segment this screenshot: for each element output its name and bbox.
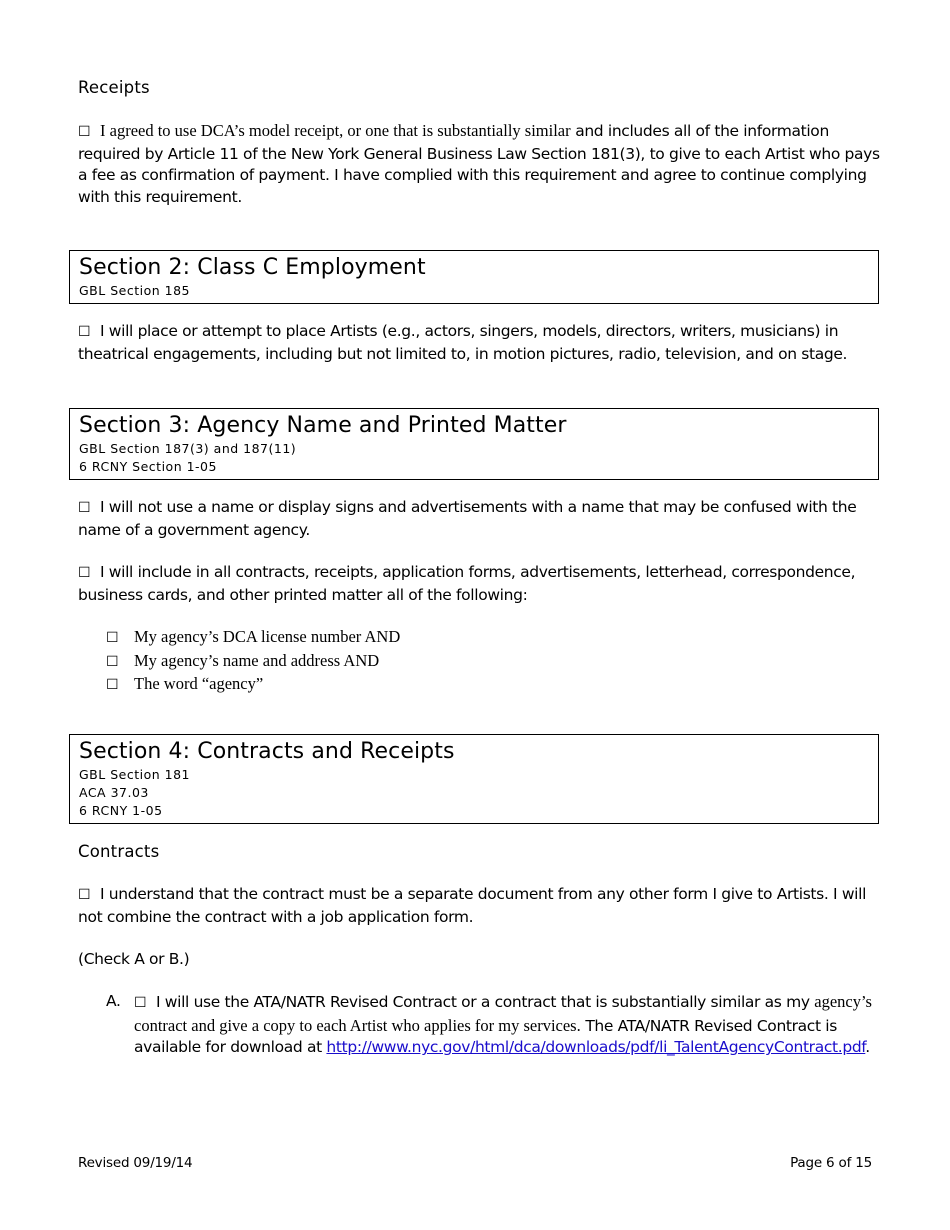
- checkbox-icon[interactable]: ☐: [78, 565, 91, 581]
- checkbox-icon[interactable]: ☐: [106, 630, 119, 646]
- checklist-item: [106, 650, 400, 674]
- checkbox-icon[interactable]: ☐: [134, 995, 147, 1011]
- receipts-statement: [78, 120, 880, 208]
- section-4-header: [69, 734, 879, 824]
- option-a-serif-text: agency’s contract and give a copy to each Artist who applies for my services.: [134, 992, 872, 1035]
- receipts-heading: Receipts: [78, 78, 150, 97]
- section-2-item-text: I will place or attempt to place Artists (e.g., actors, singers, models, directors, writers, musicians) in theatrical engagements, including but not limited to, in motion pictures, radio, television, and on stage.: [78, 322, 848, 363]
- checklist-item-label: My agency’s name and address AND: [134, 650, 380, 670]
- checklist-item: [106, 673, 400, 697]
- section-2-reference: GBL Section 185: [79, 283, 190, 298]
- section-3-item-1-text: I will not use a name or display signs and advertisements with a name that may be confused with the name of a government agency.: [78, 498, 857, 539]
- checkbox-icon[interactable]: ☐: [78, 124, 91, 140]
- option-a-content: [134, 991, 880, 1059]
- section-4-reference: GBL Section 181: [79, 767, 190, 782]
- section-4-reference: ACA 37.03: [79, 785, 149, 800]
- option-a-end: .: [865, 1038, 870, 1057]
- section-2-title: Section 2: Class C Employment: [79, 255, 426, 280]
- checklist-item-label: The word “agency”: [134, 674, 264, 694]
- section-4-item-1: [78, 884, 880, 928]
- section-4-reference: 6 RCNY 1-05: [79, 803, 163, 818]
- section-3-item-2-text: I will include in all contracts, receipts, application forms, advertisements, letterhead, correspondence, business cards, and other printed matter all of the following:: [78, 563, 856, 604]
- receipts-statement-lead: I agreed to use DCA’s model receipt, or one that is substantially similar: [100, 121, 571, 140]
- option-a-lead: I will use the ATA/NATR Revised Contract or a contract that is substantially similar as my: [156, 993, 810, 1011]
- checklist-item-label: My agency’s DCA license number AND: [134, 627, 401, 646]
- option-a: [106, 991, 880, 1059]
- section-2-header: [69, 250, 879, 304]
- option-a-marker: A.: [106, 992, 121, 1010]
- checkbox-icon[interactable]: ☐: [78, 324, 91, 340]
- page-number: Page 6 of 15: [790, 1155, 872, 1171]
- check-note: (Check A or B.): [78, 950, 190, 968]
- checklist-item: [106, 626, 400, 650]
- section-3-reference: GBL Section 187(3) and 187(11): [79, 441, 297, 456]
- section-3-reference: 6 RCNY Section 1-05: [79, 459, 217, 474]
- section-3-item-2: [78, 562, 880, 606]
- section-3-header: [69, 408, 879, 480]
- checkbox-icon[interactable]: ☐: [78, 887, 91, 903]
- contracts-heading: Contracts: [78, 842, 160, 861]
- section-4-item-1-text: I understand that the contract must be a separate document from any other form I give to Artists. I will not combine the contract with a job application form.: [78, 885, 867, 926]
- option-a-tail: The ATA/NATR Revised Contract is available for download at: [134, 1016, 837, 1057]
- checkbox-icon[interactable]: ☐: [106, 653, 119, 670]
- receipts-statement-rest: and includes all of the information required by Article 11 of the New York General Business Law Section 181(3), to give to each Artist who pays a fee as confirmation of payment. I have complied with this requirement and agree to continue complying with this requirement.: [78, 122, 880, 206]
- section-4-title: Section 4: Contracts and Receipts: [79, 739, 455, 764]
- checkbox-icon[interactable]: ☐: [106, 677, 119, 694]
- contract-download-link[interactable]: http://www.nyc.gov/html/dca/downloads/pdf/li_TalentAgencyContract.pdf: [326, 1038, 866, 1057]
- section-3-title: Section 3: Agency Name and Printed Matter: [79, 413, 567, 438]
- section-3-item-1: [78, 497, 880, 541]
- revised-date: Revised 09/19/14: [78, 1155, 193, 1171]
- section-2-item: [78, 321, 880, 365]
- printed-matter-checklist: [106, 626, 400, 697]
- checkbox-icon[interactable]: ☐: [78, 500, 91, 516]
